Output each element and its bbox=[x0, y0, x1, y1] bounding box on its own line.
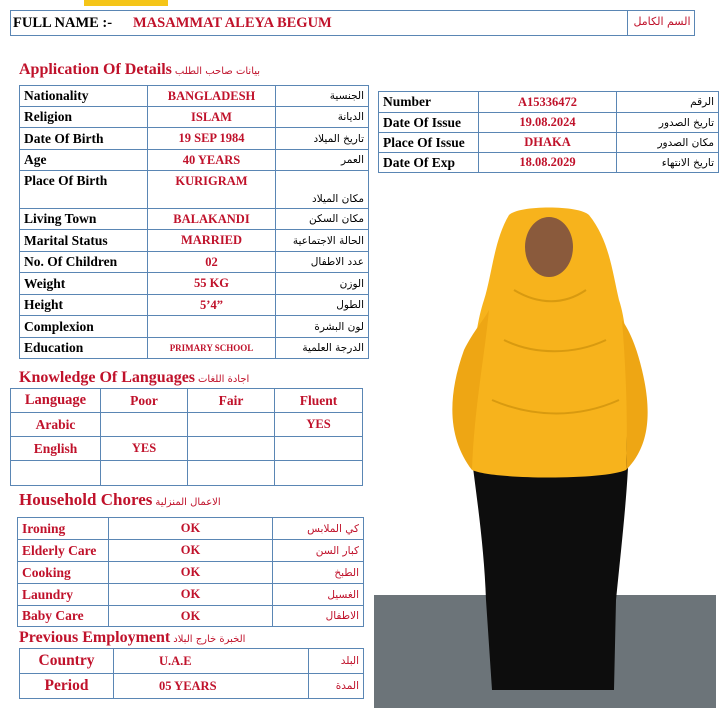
languages-heading-arabic: اجادة اللغات bbox=[198, 374, 250, 385]
row-value: BALAKANDI bbox=[148, 209, 276, 230]
row-label-arabic: مكان الميلاد bbox=[276, 171, 369, 209]
table-row bbox=[18, 540, 364, 562]
chore-value: OK bbox=[109, 518, 273, 540]
chore-label-arabic: الطبخ bbox=[273, 562, 364, 584]
column-header: Language bbox=[11, 389, 101, 413]
row-value: 02 bbox=[148, 252, 276, 273]
languages-table bbox=[10, 388, 363, 486]
language-name: English bbox=[11, 437, 101, 461]
row-value: DHAKA bbox=[479, 133, 617, 153]
row-label-arabic: العمر bbox=[276, 150, 369, 171]
table-row bbox=[20, 649, 364, 674]
row-label-arabic: لون البشرة bbox=[276, 316, 369, 338]
chore-label-arabic: كي الملابس bbox=[273, 518, 364, 540]
language-fair bbox=[188, 413, 275, 437]
language-fluent: YES bbox=[275, 413, 363, 437]
language-name: Arabic bbox=[11, 413, 101, 437]
full-name-label-arabic: السم الكامل bbox=[627, 11, 696, 35]
row-label-arabic: الحالة الاجتماعية bbox=[276, 230, 369, 252]
table-row bbox=[20, 150, 369, 171]
language-fair bbox=[188, 437, 275, 461]
row-label-arabic: مكان السكن bbox=[276, 209, 369, 230]
language-poor bbox=[101, 413, 188, 437]
table-row bbox=[20, 674, 364, 699]
languages-heading-text: Knowledge Of Languages bbox=[19, 369, 196, 386]
row-label: Place Of Birth bbox=[20, 171, 148, 209]
table-row bbox=[20, 171, 369, 209]
languages-heading bbox=[19, 369, 249, 387]
table-row bbox=[18, 606, 364, 627]
language-name bbox=[11, 461, 101, 486]
row-value: MARRIED bbox=[148, 230, 276, 252]
employment-label-arabic: البلد bbox=[309, 649, 364, 674]
chore-value: OK bbox=[109, 584, 273, 606]
row-label-arabic: عدد الاطفال bbox=[276, 252, 369, 273]
chores-heading bbox=[19, 490, 221, 510]
languages-header-row bbox=[11, 389, 363, 413]
row-value: ISLAM bbox=[148, 107, 276, 128]
application-heading-text: Application Of Details bbox=[19, 61, 172, 78]
full-name-box bbox=[10, 10, 695, 36]
row-label: Nationality bbox=[20, 86, 148, 107]
row-value: BANGLADESH bbox=[148, 86, 276, 107]
row-value: 40 YEARS bbox=[148, 150, 276, 171]
table-row bbox=[18, 584, 364, 606]
employment-heading bbox=[19, 629, 245, 647]
table-row bbox=[20, 230, 369, 252]
row-value bbox=[148, 316, 276, 338]
row-label: Living Town bbox=[20, 209, 148, 230]
table-row bbox=[11, 461, 363, 486]
chores-heading-text: Household Chores bbox=[19, 490, 153, 509]
row-value: 55 KG bbox=[148, 273, 276, 295]
table-row bbox=[11, 413, 363, 437]
employment-label-arabic: المدة bbox=[309, 674, 364, 699]
row-value: KURIGRAM bbox=[148, 171, 276, 209]
row-label-arabic: الرقم bbox=[617, 92, 719, 113]
table-row bbox=[11, 437, 363, 461]
row-label: Religion bbox=[20, 107, 148, 128]
row-label-arabic: الديانة bbox=[276, 107, 369, 128]
chore-label-arabic: الغسيل bbox=[273, 584, 364, 606]
row-value: 18.08.2029 bbox=[479, 153, 617, 173]
employment-label: Period bbox=[20, 674, 114, 699]
row-value: 19 SEP 1984 bbox=[148, 128, 276, 150]
row-value: PRIMARY SCHOOL bbox=[148, 338, 276, 359]
employment-label: Country bbox=[20, 649, 114, 674]
table-row bbox=[20, 107, 369, 128]
row-value: 19.08.2024 bbox=[479, 113, 617, 133]
row-label-arabic: مكان الصدور bbox=[617, 133, 719, 153]
column-header: Fair bbox=[188, 389, 275, 413]
row-label: Height bbox=[20, 295, 148, 316]
row-label: Number bbox=[379, 92, 479, 113]
chore-label: Laundry bbox=[18, 584, 109, 606]
applicant-photo bbox=[374, 180, 716, 708]
language-fluent bbox=[275, 437, 363, 461]
employment-value: 05 YEARS bbox=[114, 674, 309, 699]
table-row bbox=[20, 128, 369, 150]
row-label-arabic: تاريخ الميلاد bbox=[276, 128, 369, 150]
table-row bbox=[20, 295, 369, 316]
row-label: Date Of Exp bbox=[379, 153, 479, 173]
application-heading bbox=[19, 61, 260, 79]
row-value: 5’4” bbox=[148, 295, 276, 316]
table-row bbox=[20, 252, 369, 273]
row-label: Marital Status bbox=[20, 230, 148, 252]
chore-label: Elderly Care bbox=[18, 540, 109, 562]
column-header: Poor bbox=[101, 389, 188, 413]
table-row bbox=[20, 209, 369, 230]
face bbox=[525, 217, 573, 277]
row-label: No. Of Children bbox=[20, 252, 148, 273]
table-row bbox=[379, 113, 719, 133]
chore-label: Ironing bbox=[18, 518, 109, 540]
row-label: Age bbox=[20, 150, 148, 171]
chores-table bbox=[17, 517, 364, 627]
row-label-arabic: الدرجة العلمية bbox=[276, 338, 369, 359]
chores-heading-arabic: الاعمال المنزلية bbox=[155, 497, 221, 508]
employment-table bbox=[19, 648, 364, 699]
chore-value: OK bbox=[109, 606, 273, 627]
table-row bbox=[379, 92, 719, 113]
chore-label: Baby Care bbox=[18, 606, 109, 627]
table-row bbox=[379, 133, 719, 153]
language-fair bbox=[188, 461, 275, 486]
application-table bbox=[19, 85, 369, 359]
chore-label-arabic: كبار السن bbox=[273, 540, 364, 562]
column-header: Fluent bbox=[275, 389, 363, 413]
row-value: A15336472 bbox=[479, 92, 617, 113]
passport-table bbox=[378, 91, 719, 173]
table-row bbox=[20, 338, 369, 359]
row-label: Place Of Issue bbox=[379, 133, 479, 153]
full-name-label: FULL NAME :- bbox=[13, 15, 113, 31]
row-label-arabic: تاريخ الانتهاء bbox=[617, 153, 719, 173]
table-row bbox=[18, 562, 364, 584]
table-row bbox=[20, 86, 369, 107]
full-name-value: MASAMMAT ALEYA BEGUM bbox=[133, 15, 332, 31]
language-poor: YES bbox=[101, 437, 188, 461]
table-row bbox=[379, 153, 719, 173]
table-row bbox=[18, 518, 364, 540]
chore-value: OK bbox=[109, 540, 273, 562]
language-poor bbox=[101, 461, 188, 486]
application-heading-arabic: بيانات صاحب الطلب bbox=[174, 66, 261, 77]
top-color-band bbox=[84, 0, 168, 6]
table-row bbox=[20, 273, 369, 295]
row-label: Weight bbox=[20, 273, 148, 295]
row-label: Date Of Issue bbox=[379, 113, 479, 133]
chore-label: Cooking bbox=[18, 562, 109, 584]
table-row bbox=[20, 316, 369, 338]
row-label-arabic: الطول bbox=[276, 295, 369, 316]
employment-heading-arabic: الخبرة خارج البلاد bbox=[173, 634, 246, 645]
row-label: Complexion bbox=[20, 316, 148, 338]
employment-value: U.A.E bbox=[114, 649, 309, 674]
row-label: Date Of Birth bbox=[20, 128, 148, 150]
applicant-photo-illustration bbox=[374, 180, 716, 708]
employment-heading-text: Previous Employment bbox=[19, 629, 171, 646]
chore-value: OK bbox=[109, 562, 273, 584]
row-label-arabic: تاريخ الصدور bbox=[617, 113, 719, 133]
row-label-arabic: الجنسية bbox=[276, 86, 369, 107]
chore-label-arabic: الاطفال bbox=[273, 606, 364, 627]
row-label-arabic: الوزن bbox=[276, 273, 369, 295]
language-fluent bbox=[275, 461, 363, 486]
row-label: Education bbox=[20, 338, 148, 359]
